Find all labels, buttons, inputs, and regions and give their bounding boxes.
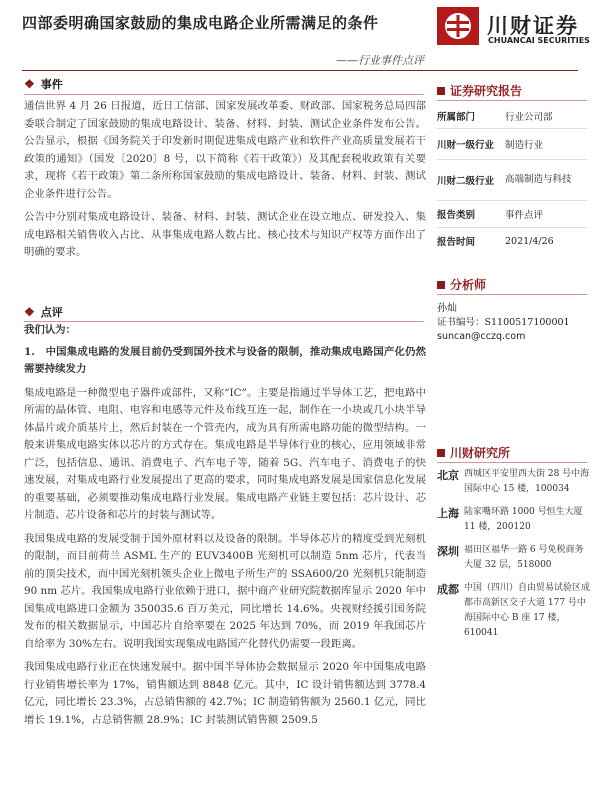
info-row	[437, 228, 587, 254]
analyst-block	[437, 302, 592, 344]
office-item	[437, 581, 592, 641]
analyst-head-label: 分析师	[450, 278, 487, 292]
square-icon	[437, 449, 445, 457]
office-address: 西城区平安里西大街 28 号中海国际中心 15 楼，100034	[464, 469, 590, 494]
square-icon	[437, 281, 445, 289]
comment-section-header	[24, 304, 63, 320]
office-address: 中国（四川）自由贸易试验区成都市高新区交子大道 177 号中海国际中心 B 座 17 楼，610041	[464, 583, 591, 638]
research-head-label: 川财研究所	[450, 446, 511, 460]
research-header	[437, 444, 510, 461]
event-section-header	[24, 76, 63, 92]
info-value: 行业公司部	[505, 112, 553, 123]
comment-paragraph-1: 集成电路是一种微型电子器件或部件，又称“IC”。主要是指通过半导体工艺，把电路中所需的晶体管、电阻、电容和电感等元件及布线互连一起，制作在一小块或几小块半导体晶片或介质基片上，然后封装在一个管壳内，成为具有所需电路功能的微型结构。一般来讲集成电路实体以芯片的方式存在。集成电路是半导体行业的核心，应用领域非常广泛，包括信息、通讯、消费电子、汽车电子等，随着 5G、汽车电子、消费电子的快速发展，对集成电路行业发展提出了更高的要求，同时集成电路发展是国家信息化发展的重要基础，必须要推动集成电路行业发展。集成电路产业链主要包括：芯片设计、芯片制造、芯片设备和芯片的封装与测试等。	[24, 386, 426, 521]
info-key: 川财一级行业	[437, 140, 495, 151]
office-item	[437, 543, 592, 573]
report-info-table	[437, 104, 587, 254]
analyst-header	[437, 276, 486, 293]
office-item	[437, 467, 592, 497]
report-subtitle: ——行业事件点评	[336, 54, 424, 67]
analyst-cert: 证书编号：S1100517100001	[437, 317, 570, 328]
research-divider	[437, 462, 587, 463]
comment-paragraph-3: 我国集成电路行业正在快速发展中。据中国半导体协会数据显示 2020 年中国集成电路行业销售增长率为 17%，销售额达到 8848 亿元。其中，IC 设计销售额达到 3778.4 亿元，同比增长 23.3%，占总销售额的 42.7%；IC 制造销售额为 2560.1 亿元，同比增长 19.1%，占总销售额 28.9%；IC 封装测试销售额 2509.5	[24, 661, 426, 726]
diamond-icon: ❖	[24, 305, 35, 319]
info-value: 制造行业	[505, 140, 544, 151]
point-1-heading: 1. 中国集成电路的发展目前仍受到国外技术与设备的限制，推动集成电路国产化仍然需要持续发力	[24, 345, 426, 375]
info-value: 高端制造与科技	[505, 174, 572, 185]
report-head-label: 证券研究报告	[450, 84, 523, 98]
info-row	[437, 201, 587, 228]
event-divider	[24, 94, 424, 95]
info-key: 报告时间	[437, 237, 476, 248]
event-body	[24, 98, 426, 262]
logo-name: 川财证券	[487, 14, 579, 38]
analyst-divider	[437, 294, 587, 295]
event-paragraph-2: 公告中分别对集成电路设计、装备、材料、封装、测试企业在设立地点、研发投入、集成电路相关销售收入占比、从事集成电路人数占比、核心技术与知识产权等方面作出了明确的要求。	[24, 211, 426, 258]
we-think: 我们认为：	[24, 324, 76, 336]
office-city: 深圳	[437, 545, 459, 558]
info-value: 事件点评	[505, 210, 544, 221]
office-city: 上海	[437, 507, 459, 520]
info-key: 报告类别	[437, 210, 476, 221]
info-row	[437, 104, 587, 129]
office-list	[437, 467, 592, 641]
office-city: 北京	[437, 469, 459, 482]
square-icon	[437, 87, 445, 95]
header-divider	[22, 70, 578, 71]
analyst-email[interactable]: suncan@cczq.com	[437, 331, 526, 342]
analyst-name: 孙灿	[437, 303, 457, 314]
chuancai-logo-icon	[436, 6, 480, 46]
info-value: 2021/4/26	[505, 235, 554, 247]
office-city: 成都	[437, 583, 459, 596]
event-label: 事件	[40, 78, 63, 91]
event-paragraph-1: 通信世界 4 月 26 日报道，近日工信部、国家发展改革委、财政部、国家税务总局四部委联合制定了国家鼓励的集成电路设计、装备、材料、封装、测试企业条件发布公告。公告显示，根据《国务院关于印发新时期促进集成电路产业和软件产业高质量发展若干政策的通知》（国发〔2020〕8 号，以下简称《若干政策》）及其配套税收政策有关要求，现将《若干政策》第二条所称国家鼓励的集成电路设计、装备、材料、封装、测试企业条件进行公告。	[24, 100, 426, 200]
comment-label: 点评	[40, 306, 63, 319]
comment-body	[24, 322, 426, 729]
report-title: 四部委明确国家鼓励的集成电路企业所需满足的条件	[22, 14, 379, 32]
office-item	[437, 505, 592, 535]
office-address: 福田区福华一路 6 号免税商务大厦 32 层，518000	[464, 545, 584, 570]
office-address: 陆家嘴环路 1000 号恒生大厦 11 楼，200120	[464, 507, 583, 532]
info-key: 所属部门	[437, 112, 476, 123]
report-info-divider	[437, 100, 587, 101]
comment-paragraph-2: 我国集成电路的发展受制于国外原材料以及设备的限制。半导体芯片的精度受到光刻机的限制，而目前荷兰 ASML 生产的 EUV3400B 光刻机可以制造 5nm 芯片，代表当前的顶尖技术，而中国光刻机领头企业上微电子所生产的 SSA600/20 光刻机只能制造 90 nm 芯片。我国集成电路行业依赖于进口，据中商产业研究院数据库显示 2020 年中国集成电路进口金额为 350035.6 百万美元，同比增长 14.6%。央视财经援引国务院发布的相关数据显示，中国芯片自给率要在 2025 年达到 70%，而 2019 年我国芯片自给率为 30%左右。说明我国实现集成电路国产化替代仍需要一段距离。	[24, 532, 426, 650]
logo-english: CHUANCAI SECURITIES	[488, 36, 590, 45]
info-row	[437, 129, 587, 160]
info-key: 川财二级行业	[437, 176, 495, 187]
report-info-header	[437, 82, 522, 99]
diamond-icon: ❖	[24, 77, 35, 91]
info-row	[437, 160, 587, 201]
